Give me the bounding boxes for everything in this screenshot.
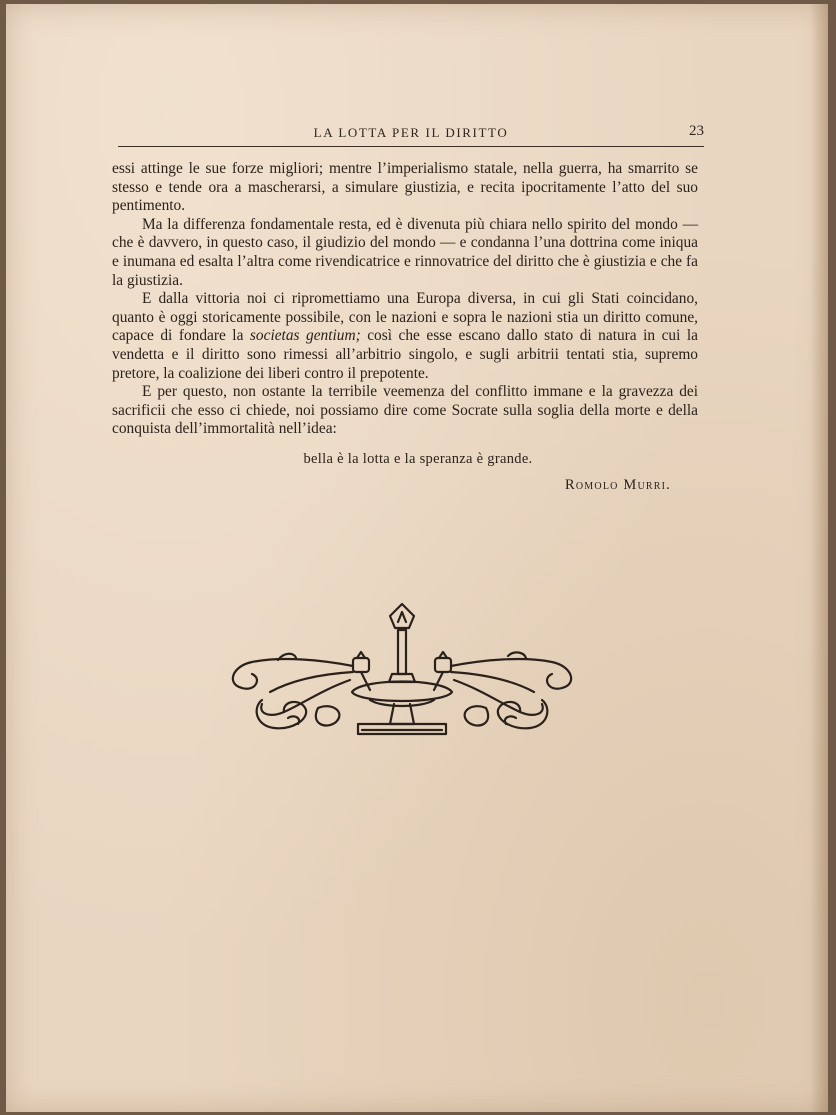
paragraph-3-text-b: così che esse escano dallo stato di natura in cui la vendetta e il diritto sono rimessi all’arbitrio singolo, e sugli arbitrii tentati stia, supremo pretore, la coalizione dei liberi contro il prepotente.: [112, 327, 698, 382]
running-head: [118, 124, 704, 147]
italic-latin-phrase: societas gentium;: [249, 327, 361, 345]
closing-quote: bella è la lotta e la speranza è grande.: [303, 451, 533, 467]
body-text: [112, 160, 698, 439]
paragraph-3-text-a: E dalla vittoria noi ci ripromettiamo una Europa diversa, in cui gli Stati coincidano, quanto è oggi storicamente possibile, con le nazioni e sopra le nazioni stia un diritto comune, capace di fondare la: [112, 290, 698, 345]
oil-lamp-ornament-icon: [222, 600, 582, 745]
page-number: 23: [689, 123, 704, 139]
running-title: LA LOTTA PER IL DIRITTO: [313, 125, 509, 140]
paragraph-1: essi attinge le sue forze migliori; mentre l’imperialismo statale, nella guerra, ha smarrito se stesso e tende ora a mascherarsi, a simulare giustizia, e recita ipocritamente l’atto del suo pentimento.: [112, 160, 698, 215]
paragraph-3: [112, 290, 698, 383]
author-signature: Romolo Murri.: [565, 477, 671, 493]
paragraph-2: Ma la differenza fondamentale resta, ed è divenuta più chiara nello spirito del mondo — che è davvero, in questo caso, il giudizio del mondo — e condanna l’una dottrina come iniqua e inumana ed esalta l’altra come rivendicatrice e rinnovatrice del diritto che è giustizia e che fa la giustizia.: [112, 215, 698, 289]
paragraph-4: E per questo, non ostante la terribile veemenza del conflitto immane e la gravezza dei sacrificii che esso ci chiede, noi possiamo dire come Socrate sulla soglia della morte e della conquista dell’immortalità nell’idea:: [112, 383, 698, 438]
